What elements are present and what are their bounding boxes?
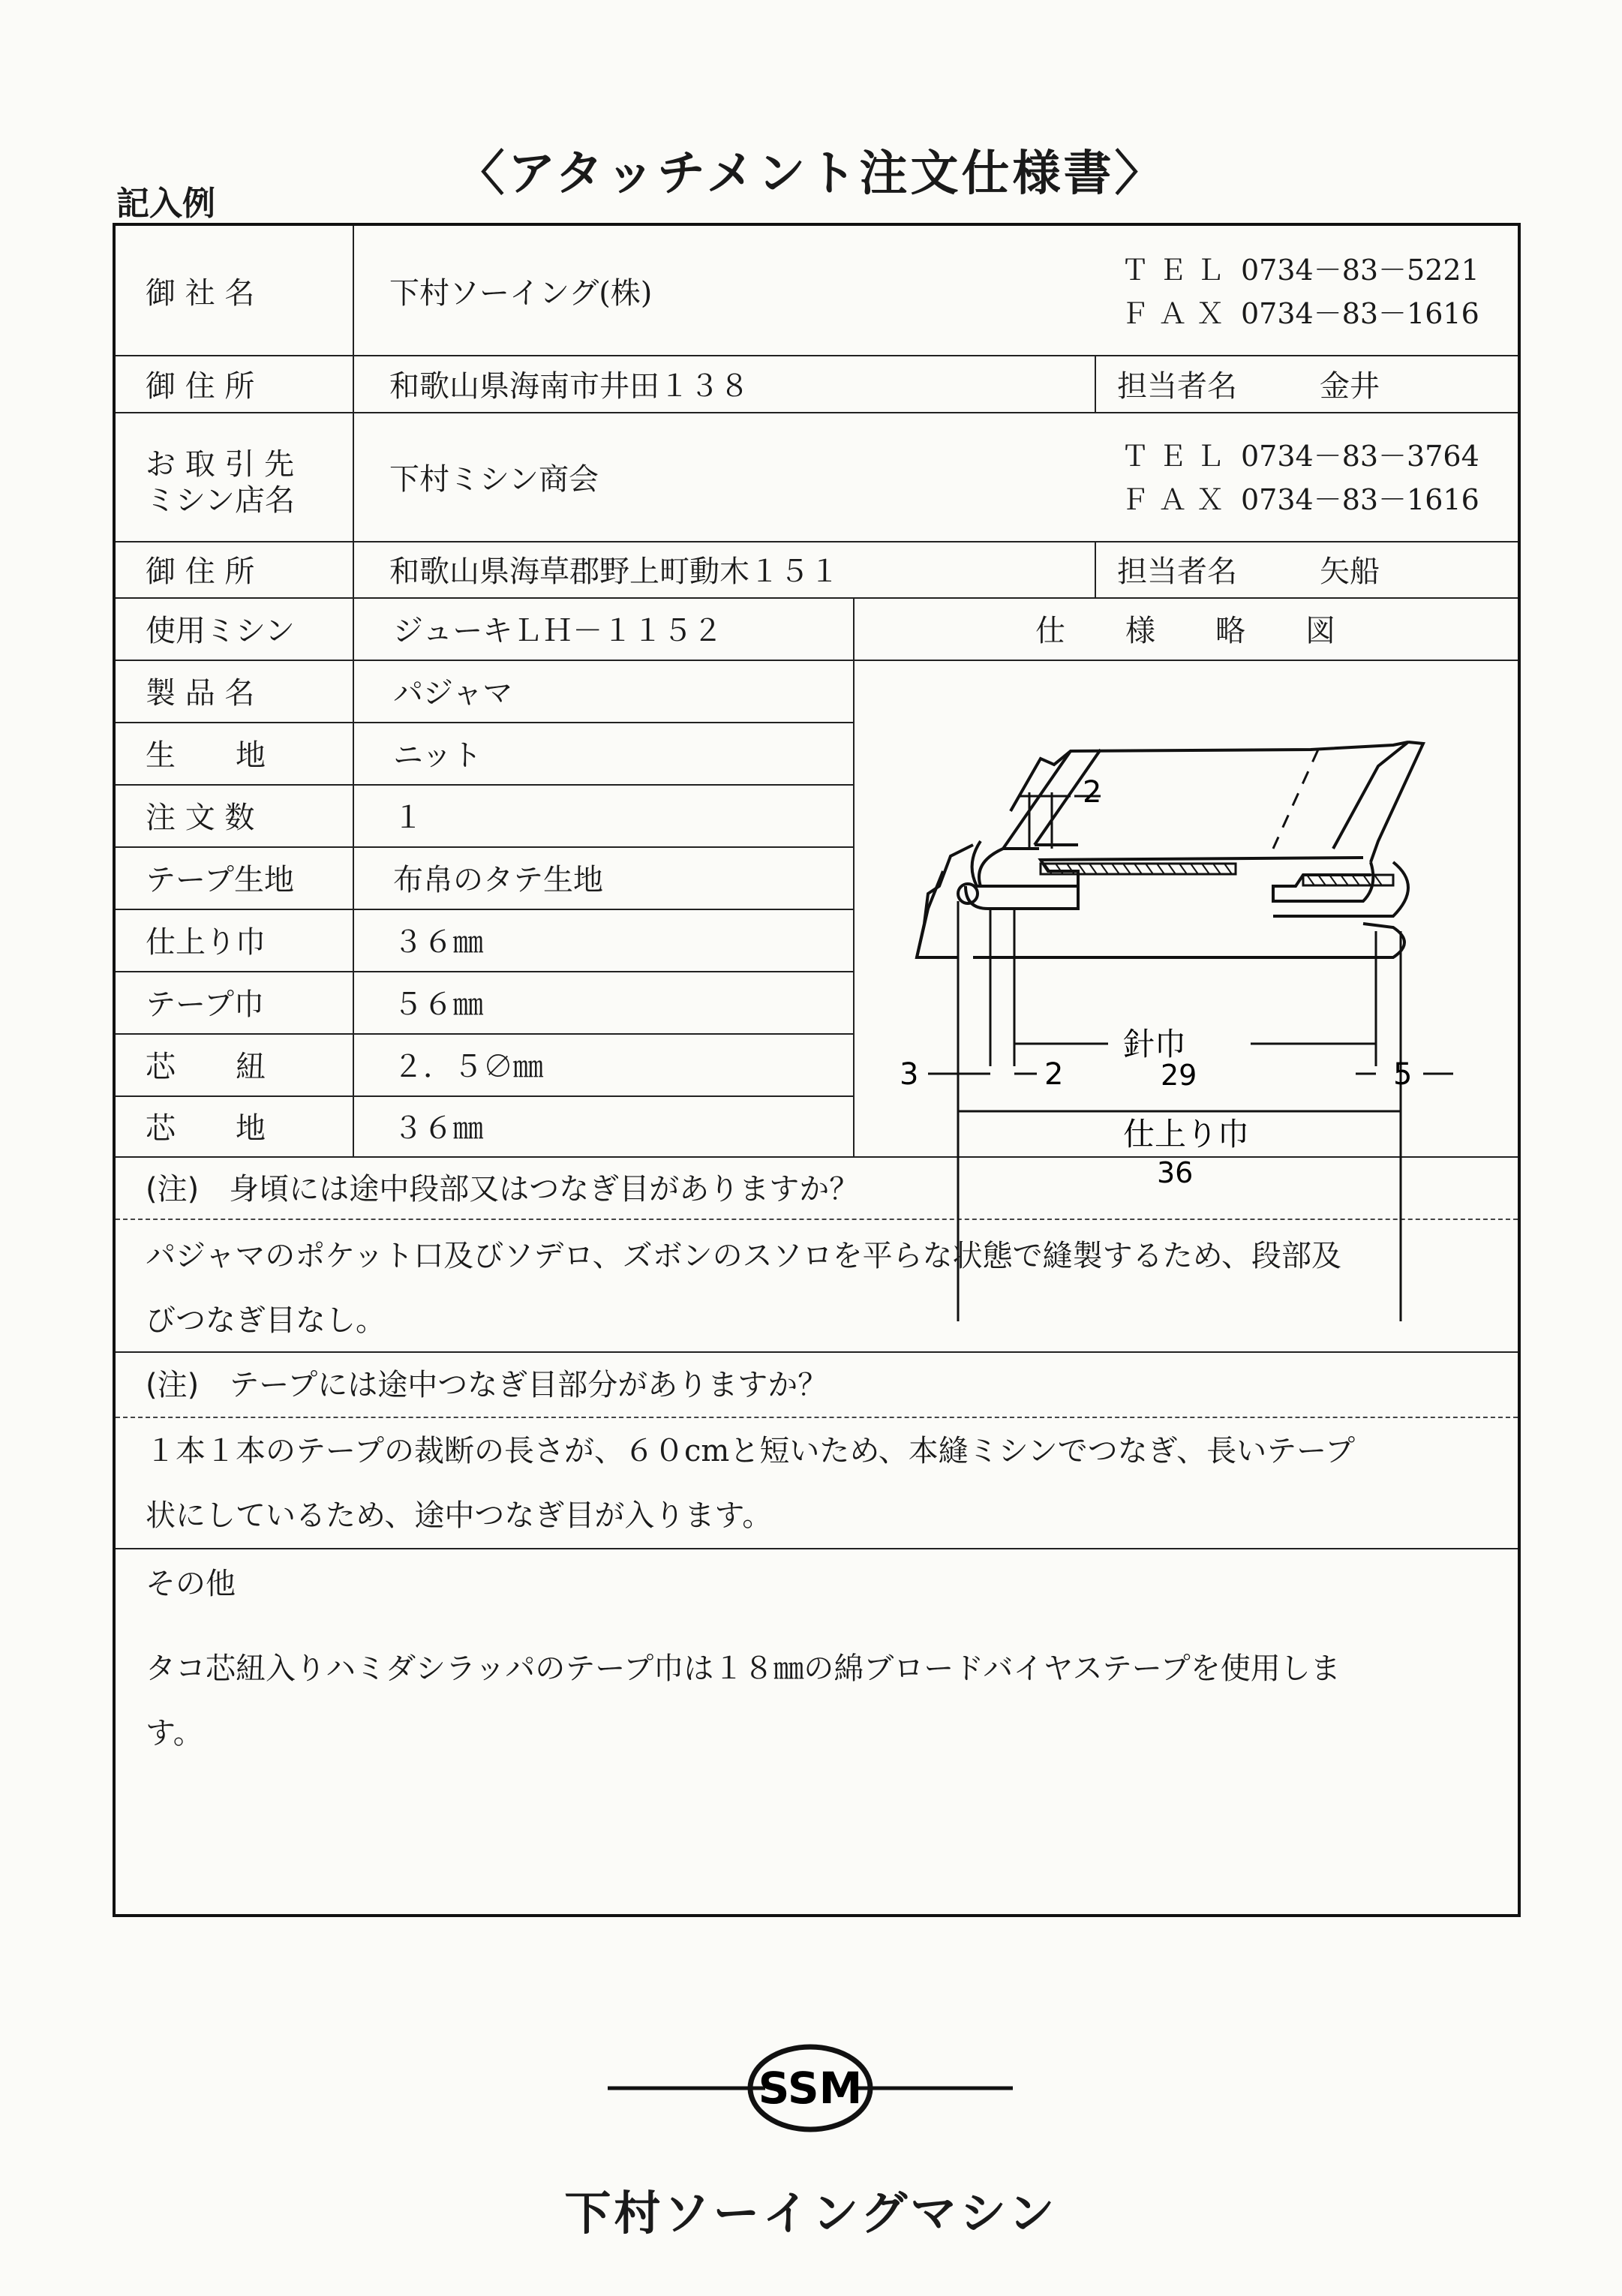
- order-form: [113, 223, 1521, 1917]
- spec-value-fabric: ニット: [393, 738, 482, 773]
- spec-value-tape-fabric: 布帛のタテ生地: [393, 863, 603, 897]
- needle-width-value: 29: [1161, 1059, 1197, 1092]
- spec-value-tape-width: ５６㎜: [393, 987, 483, 1022]
- right-dim-5: 5: [1393, 1057, 1413, 1092]
- address2-label: 御 住 所: [146, 554, 255, 589]
- needle-width-label: 針巾: [1123, 1026, 1187, 1062]
- finish-width-value: 36: [1157, 1156, 1194, 1189]
- company-label: 御 社 名: [146, 275, 255, 311]
- address2-person-label: 担当者名: [1117, 554, 1237, 589]
- dealer-name: 下村ミシン商会: [389, 461, 599, 497]
- note2-answer-line2: 状にしているため、途中つなぎ目が入ります。: [146, 1498, 773, 1533]
- spec-label-finish-width: 仕上り巾: [146, 925, 266, 960]
- document-title: 〈アタッチメント注文仕様書〉: [456, 146, 1166, 202]
- dim-top-2: 2: [1083, 775, 1102, 810]
- finish-width-label: 仕上り巾: [1123, 1116, 1250, 1153]
- spec-label-quantity: 注 文 数: [146, 801, 255, 835]
- address1-person: 金井: [1320, 368, 1380, 404]
- address1-label: 御 住 所: [146, 368, 255, 404]
- dealer-label-line2: ミシン店名: [146, 482, 295, 518]
- spec-label-machine: 使用ミシン: [146, 614, 295, 648]
- address1-person-label: 担当者名: [1117, 368, 1237, 404]
- logo-text: SSM: [758, 2063, 863, 2114]
- address2-value: 和歌山県海草郡野上町動木１５１: [389, 554, 840, 589]
- spec-value-interlining: ３６㎜: [393, 1111, 483, 1146]
- dealer-tel: 0734－83－3764: [1241, 440, 1479, 473]
- spec-value-cord: ２．５∅㎜: [393, 1050, 543, 1084]
- ssm-logo: [600, 2036, 1020, 2141]
- other-line2: す。: [146, 1716, 203, 1751]
- diagram-header: 仕 様 略 図: [1035, 614, 1335, 648]
- spec-value-machine: ジューキＬＨ－１１５２: [393, 614, 723, 648]
- company-fax-label: ＦＡＸ: [1121, 297, 1234, 330]
- dealer-fax: 0734－83－1616: [1241, 483, 1479, 516]
- other-line1: タコ芯紐入りハミダシラッパのテープ巾は１８㎜の綿ブロードバイヤステープを使用しま: [146, 1651, 1341, 1686]
- company-name: 下村ソーイング(株): [389, 275, 653, 311]
- note2-question: (注) テープには途中つなぎ目部分がありますか？: [146, 1368, 828, 1402]
- spec-value-product: パジャマ: [393, 676, 513, 711]
- example-label: 記入例: [116, 185, 215, 223]
- dealer-fax-label: ＦＡＸ: [1121, 483, 1234, 516]
- spec-label-product: 製 品 名: [146, 676, 255, 711]
- spec-label-tape-width: テープ巾: [146, 987, 264, 1022]
- company-tel-label: ＴＥＬ: [1121, 254, 1234, 287]
- spec-label-cord: 芯 紐: [146, 1050, 266, 1084]
- spec-value-finish-width: ３６㎜: [393, 925, 483, 960]
- footer-company: 下村ソーイングマシン: [564, 2186, 1058, 2240]
- note1-question: (注) 身頃には途中段部又はつなぎ目がありますか？: [146, 1172, 860, 1207]
- spec-label-fabric: 生 地: [146, 738, 266, 773]
- note1-answer-line2: びつなぎ目なし。: [146, 1303, 386, 1338]
- note1-answer-line1: パジャマのポケット口及びソデロ、ズボンのスソロを平らな状態で縫製するため、段部及: [146, 1239, 1341, 1273]
- dealer-tel-label: ＴＥＬ: [1121, 440, 1234, 473]
- left-dim-3: 3: [900, 1057, 919, 1092]
- spec-label-tape-fabric: テープ生地: [146, 863, 294, 897]
- dealer-label-line1: お 取 引 先: [146, 446, 295, 482]
- spec-diagram: [853, 661, 1516, 1189]
- note2-answer-line1: １本１本のテープの裁断の長さが、６０cmと短いため、本縫ミシンでつなぎ、長いテープ: [146, 1434, 1356, 1468]
- company-fax: 0734－83－1616: [1241, 297, 1479, 330]
- company-tel: 0734－83－5221: [1241, 254, 1479, 287]
- spec-value-quantity: １: [393, 801, 423, 835]
- address2-person: 矢船: [1320, 554, 1380, 589]
- spec-label-interlining: 芯 地: [146, 1111, 266, 1146]
- mid-dim-2: 2: [1044, 1057, 1064, 1092]
- other-label: その他: [146, 1567, 236, 1601]
- address1-value: 和歌山県海南市井田１３８: [389, 368, 749, 404]
